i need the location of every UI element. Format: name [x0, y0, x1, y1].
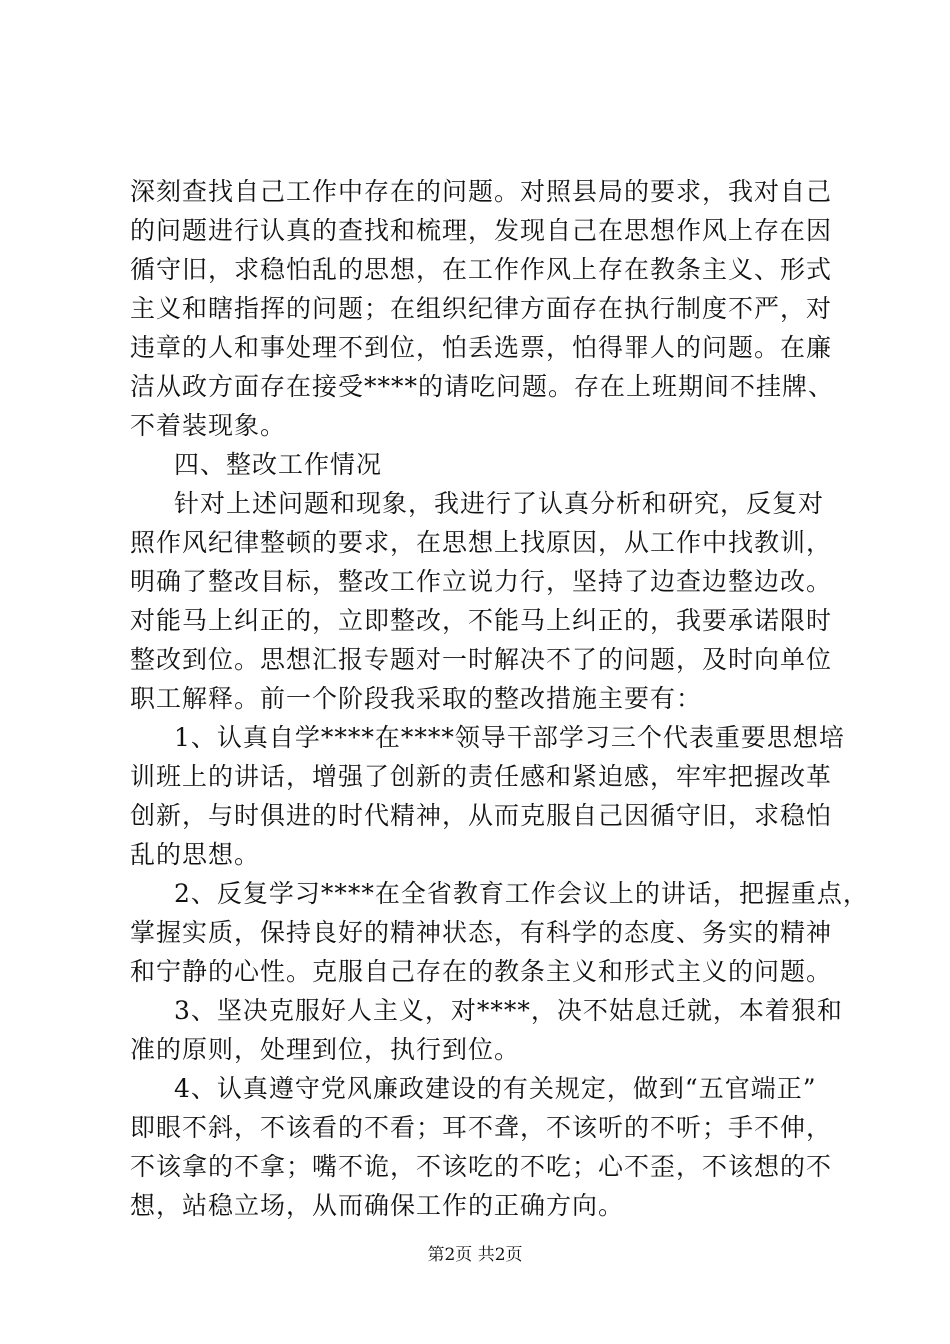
text-line: 的问题进行认真的查找和梳理，发现自己在思想作风上存在因 [130, 216, 833, 245]
section-heading: 四、整改工作情况 [174, 450, 383, 479]
text-line: 深刻查找自己工作中存在的问题。对照县局的要求，我对自己 [130, 177, 833, 206]
text-line: 不着装现象。 [130, 411, 287, 440]
text-line: 不该拿的不拿；嘴不诡，不该吃的不吃；心不歪，不该想的不 [130, 1152, 833, 1181]
text-line: 和宁静的心性。克服自己存在的教条主义和形式主义的问题。 [130, 957, 833, 986]
text-line: 训班上的讲话，增强了创新的责任感和紧迫感，牢牢把握改革 [130, 762, 833, 791]
text-line: 循守旧，求稳怕乱的思想，在工作作风上存在教条主义、形式 [130, 255, 833, 284]
text-line: 明确了整改目标，整改工作立说力行，坚持了边查边整边改。 [130, 567, 833, 596]
page-number-label: 第2页 共2页 [427, 1245, 523, 1265]
list-item-line: 2、反复学习****在全省教育工作会议上的讲话，把握重点， [174, 879, 869, 908]
text-line: 乱的思想。 [130, 840, 261, 869]
list-item-line: 4、认真遵守党风廉政建设的有关规定，做到“五官端正” [174, 1074, 817, 1103]
page-footer [0, 1244, 950, 1266]
text-line: 整改到位。思想汇报专题对一时解决不了的问题，及时向单位 [130, 645, 833, 674]
text-line: 照作风纪律整顿的要求，在思想上找原因，从工作中找教训， [130, 528, 833, 557]
text-line: 创新，与时俱进的时代精神，从而克服自己因循守旧，求稳怕 [130, 801, 833, 830]
document-body [130, 172, 869, 1225]
text-line: 违章的人和事处理不到位，怕丢选票，怕得罪人的问题。在廉 [130, 333, 833, 362]
text-line: 职工解释。前一个阶段我采取的整改措施主要有： [130, 684, 703, 713]
list-item-line: 3、坚决克服好人主义，对****，决不姑息迁就，本着狠和 [174, 996, 843, 1025]
text-line: 对能马上纠正的，立即整改，不能马上纠正的，我要承诺限时 [130, 606, 833, 635]
text-line: 即眼不斜，不该看的不看；耳不聋，不该听的不听；手不伸， [130, 1113, 833, 1142]
text-line: 针对上述问题和现象，我进行了认真分析和研究，反复对 [174, 489, 825, 518]
text-line: 准的原则，处理到位，执行到位。 [130, 1035, 521, 1064]
text-line: 掌握实质，保持良好的精神状态，有科学的态度、务实的精神 [130, 918, 833, 947]
text-line: 想，站稳立场，从而确保工作的正确方向。 [130, 1191, 625, 1220]
text-line: 洁从政方面存在接受****的请吃问题。存在上班期间不挂牌、 [130, 372, 835, 401]
list-item-line: 1、认真自学****在****领导干部学习三个代表重要思想培 [174, 723, 845, 752]
text-line: 主义和瞎指挥的问题；在组织纪律方面存在执行制度不严，对 [130, 294, 833, 323]
